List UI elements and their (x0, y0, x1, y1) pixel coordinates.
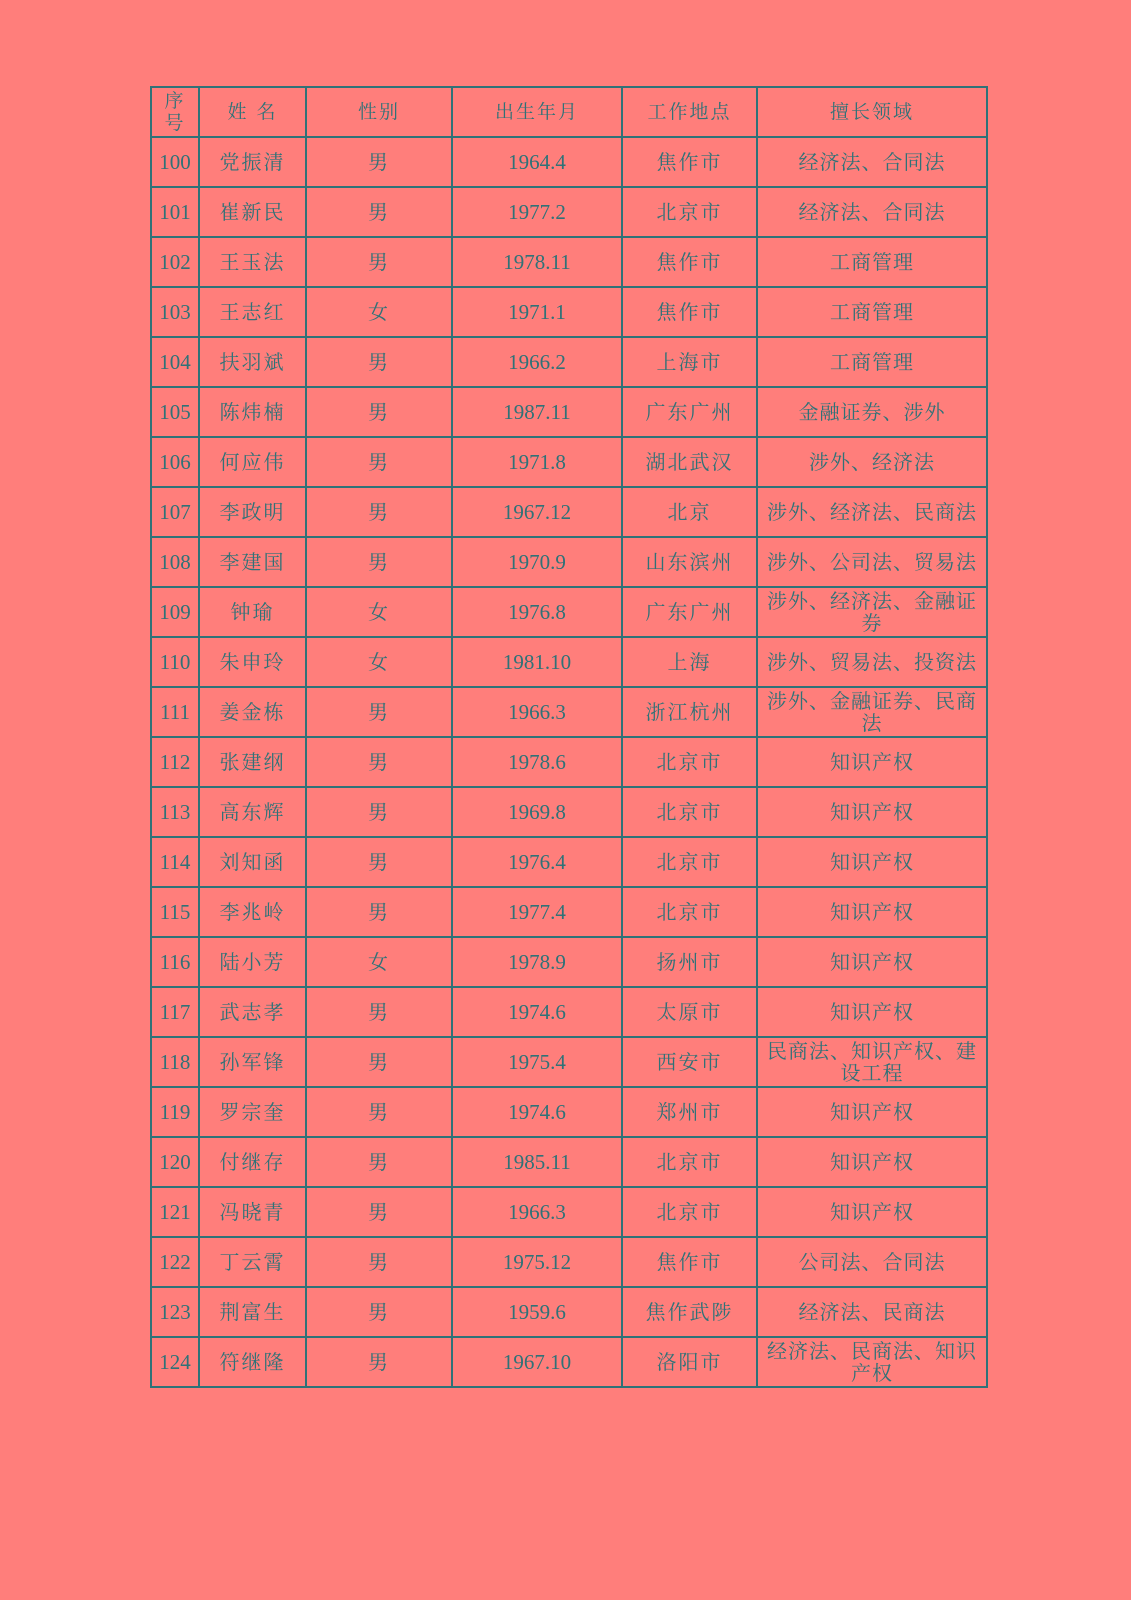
expertise-cell: 金融证券、涉外 (757, 387, 987, 437)
table-row (151, 337, 987, 387)
expertise-cell: 工商管理 (757, 237, 987, 287)
serial-cell: 120 (151, 1137, 199, 1187)
serial-cell: 124 (151, 1337, 199, 1387)
location-cell: 扬州市 (622, 937, 757, 987)
serial-cell: 106 (151, 437, 199, 487)
expertise-cell: 公司法、合同法 (757, 1237, 987, 1287)
serial-cell: 111 (151, 687, 199, 737)
serial-cell: 122 (151, 1237, 199, 1287)
expertise-cell: 经济法、合同法 (757, 137, 987, 187)
location-cell: 北京市 (622, 1137, 757, 1187)
name-cell: 李建国 (199, 537, 306, 587)
birth-cell: 1987.11 (452, 387, 622, 437)
table-row (151, 237, 987, 287)
birth-cell: 1976.4 (452, 837, 622, 887)
table-row (151, 587, 987, 637)
location-cell: 太原市 (622, 987, 757, 1037)
name-cell: 冯晓青 (199, 1187, 306, 1237)
name-cell: 王志红 (199, 287, 306, 337)
location-cell: 焦作市 (622, 1237, 757, 1287)
gender-cell: 男 (306, 187, 452, 237)
birth-cell: 1971.8 (452, 437, 622, 487)
location-cell: 郑州市 (622, 1087, 757, 1137)
table-row (151, 437, 987, 487)
serial-cell: 113 (151, 787, 199, 837)
serial-cell: 114 (151, 837, 199, 887)
name-cell: 付继存 (199, 1137, 306, 1187)
gender-cell: 男 (306, 1087, 452, 1137)
serial-cell: 104 (151, 337, 199, 387)
serial-cell: 107 (151, 487, 199, 537)
birth-cell: 1981.10 (452, 637, 622, 687)
name-cell: 王玉法 (199, 237, 306, 287)
name-cell: 孙军锋 (199, 1037, 306, 1087)
name-cell: 罗宗奎 (199, 1087, 306, 1137)
table-row (151, 137, 987, 187)
table-row (151, 937, 987, 987)
expertise-cell: 知识产权 (757, 1087, 987, 1137)
birth-cell: 1967.12 (452, 487, 622, 537)
table-row (151, 487, 987, 537)
gender-cell: 男 (306, 487, 452, 537)
name-cell: 钟瑜 (199, 587, 306, 637)
birth-cell: 1971.1 (452, 287, 622, 337)
gender-cell: 男 (306, 737, 452, 787)
expertise-cell: 涉外、公司法、贸易法 (757, 537, 987, 587)
location-cell: 上海市 (622, 337, 757, 387)
table-row (151, 987, 987, 1037)
serial-cell: 102 (151, 237, 199, 287)
expertise-cell: 经济法、合同法 (757, 187, 987, 237)
name-cell: 何应伟 (199, 437, 306, 487)
table-row (151, 1087, 987, 1137)
header-name: 姓 名 (199, 87, 306, 137)
serial-cell: 109 (151, 587, 199, 637)
expertise-cell: 知识产权 (757, 937, 987, 987)
gender-cell: 女 (306, 587, 452, 637)
expert-roster-table (150, 86, 988, 1388)
serial-cell: 121 (151, 1187, 199, 1237)
expertise-cell: 知识产权 (757, 837, 987, 887)
table-row (151, 1237, 987, 1287)
gender-cell: 男 (306, 1187, 452, 1237)
birth-cell: 1969.8 (452, 787, 622, 837)
birth-cell: 1967.10 (452, 1337, 622, 1387)
location-cell: 焦作市 (622, 237, 757, 287)
location-cell: 北京市 (622, 887, 757, 937)
location-cell: 北京市 (622, 837, 757, 887)
serial-cell: 108 (151, 537, 199, 587)
serial-cell: 100 (151, 137, 199, 187)
gender-cell: 男 (306, 437, 452, 487)
birth-cell: 1978.11 (452, 237, 622, 287)
expertise-cell: 民商法、知识产权、建设工程 (757, 1037, 987, 1087)
name-cell: 李兆岭 (199, 887, 306, 937)
header-serial: 序号 (151, 87, 199, 137)
gender-cell: 男 (306, 987, 452, 1037)
table-header-row (151, 87, 987, 137)
table-row (151, 887, 987, 937)
expertise-cell: 涉外、经济法 (757, 437, 987, 487)
location-cell: 西安市 (622, 1037, 757, 1087)
expertise-cell: 知识产权 (757, 987, 987, 1037)
name-cell: 陈炜楠 (199, 387, 306, 437)
birth-cell: 1985.11 (452, 1137, 622, 1187)
table-row (151, 837, 987, 887)
table-row (151, 637, 987, 687)
gender-cell: 女 (306, 637, 452, 687)
expertise-cell: 经济法、民商法、知识产权 (757, 1337, 987, 1387)
birth-cell: 1959.6 (452, 1287, 622, 1337)
serial-cell: 105 (151, 387, 199, 437)
table-row (151, 1187, 987, 1237)
location-cell: 焦作武陟 (622, 1287, 757, 1337)
name-cell: 荆富生 (199, 1287, 306, 1337)
table-row (151, 537, 987, 587)
name-cell: 党振清 (199, 137, 306, 187)
gender-cell: 男 (306, 1237, 452, 1287)
birth-cell: 1977.2 (452, 187, 622, 237)
serial-cell: 115 (151, 887, 199, 937)
birth-cell: 1978.6 (452, 737, 622, 787)
location-cell: 广东广州 (622, 587, 757, 637)
name-cell: 扶羽斌 (199, 337, 306, 387)
birth-cell: 1974.6 (452, 1087, 622, 1137)
gender-cell: 男 (306, 787, 452, 837)
name-cell: 姜金栋 (199, 687, 306, 737)
table-row (151, 287, 987, 337)
birth-cell: 1975.4 (452, 1037, 622, 1087)
location-cell: 北京市 (622, 737, 757, 787)
location-cell: 北京市 (622, 787, 757, 837)
birth-cell: 1974.6 (452, 987, 622, 1037)
gender-cell: 男 (306, 337, 452, 387)
gender-cell: 男 (306, 137, 452, 187)
serial-cell: 103 (151, 287, 199, 337)
birth-cell: 1976.8 (452, 587, 622, 637)
expertise-cell: 经济法、民商法 (757, 1287, 987, 1337)
name-cell: 张建纲 (199, 737, 306, 787)
gender-cell: 男 (306, 1137, 452, 1187)
birth-cell: 1970.9 (452, 537, 622, 587)
location-cell: 湖北武汉 (622, 437, 757, 487)
location-cell: 焦作市 (622, 287, 757, 337)
expertise-cell: 工商管理 (757, 337, 987, 387)
name-cell: 符继隆 (199, 1337, 306, 1387)
location-cell: 山东滨州 (622, 537, 757, 587)
birth-cell: 1977.4 (452, 887, 622, 937)
expertise-cell: 知识产权 (757, 787, 987, 837)
serial-cell: 110 (151, 637, 199, 687)
table-row (151, 1337, 987, 1387)
table-row (151, 1037, 987, 1087)
name-cell: 崔新民 (199, 187, 306, 237)
serial-cell: 117 (151, 987, 199, 1037)
birth-cell: 1966.2 (452, 337, 622, 387)
gender-cell: 男 (306, 387, 452, 437)
table-row (151, 737, 987, 787)
birth-cell: 1975.12 (452, 1237, 622, 1287)
serial-cell: 101 (151, 187, 199, 237)
location-cell: 北京市 (622, 1187, 757, 1237)
gender-cell: 女 (306, 287, 452, 337)
expertise-cell: 涉外、经济法、金融证券 (757, 587, 987, 637)
table-row (151, 1137, 987, 1187)
gender-cell: 男 (306, 1287, 452, 1337)
header-expertise: 擅长领域 (757, 87, 987, 137)
name-cell: 刘知函 (199, 837, 306, 887)
location-cell: 北京 (622, 487, 757, 537)
gender-cell: 男 (306, 237, 452, 287)
gender-cell: 男 (306, 1337, 452, 1387)
header-gender: 性别 (306, 87, 452, 137)
serial-cell: 112 (151, 737, 199, 787)
name-cell: 陆小芳 (199, 937, 306, 987)
gender-cell: 男 (306, 1037, 452, 1087)
location-cell: 浙江杭州 (622, 687, 757, 737)
table-row (151, 687, 987, 737)
table-body (151, 137, 987, 1387)
serial-cell: 118 (151, 1037, 199, 1087)
gender-cell: 男 (306, 887, 452, 937)
gender-cell: 女 (306, 937, 452, 987)
table-row (151, 387, 987, 437)
expertise-cell: 知识产权 (757, 887, 987, 937)
expertise-cell: 知识产权 (757, 1187, 987, 1237)
table-row (151, 787, 987, 837)
name-cell: 朱申玲 (199, 637, 306, 687)
birth-cell: 1966.3 (452, 1187, 622, 1237)
birth-cell: 1964.4 (452, 137, 622, 187)
location-cell: 上海 (622, 637, 757, 687)
expertise-cell: 涉外、经济法、民商法 (757, 487, 987, 537)
birth-cell: 1966.3 (452, 687, 622, 737)
location-cell: 北京市 (622, 187, 757, 237)
birth-cell: 1978.9 (452, 937, 622, 987)
serial-cell: 123 (151, 1287, 199, 1337)
serial-cell: 119 (151, 1087, 199, 1137)
serial-cell: 116 (151, 937, 199, 987)
expertise-cell: 知识产权 (757, 737, 987, 787)
header-birth: 出生年月 (452, 87, 622, 137)
name-cell: 丁云霄 (199, 1237, 306, 1287)
gender-cell: 男 (306, 687, 452, 737)
name-cell: 李政明 (199, 487, 306, 537)
table-row (151, 1287, 987, 1337)
location-cell: 广东广州 (622, 387, 757, 437)
table-row (151, 187, 987, 237)
header-location: 工作地点 (622, 87, 757, 137)
expertise-cell: 涉外、金融证券、民商法 (757, 687, 987, 737)
location-cell: 洛阳市 (622, 1337, 757, 1387)
expertise-cell: 涉外、贸易法、投资法 (757, 637, 987, 687)
location-cell: 焦作市 (622, 137, 757, 187)
expertise-cell: 工商管理 (757, 287, 987, 337)
name-cell: 武志孝 (199, 987, 306, 1037)
gender-cell: 男 (306, 537, 452, 587)
gender-cell: 男 (306, 837, 452, 887)
name-cell: 高东辉 (199, 787, 306, 837)
expertise-cell: 知识产权 (757, 1137, 987, 1187)
